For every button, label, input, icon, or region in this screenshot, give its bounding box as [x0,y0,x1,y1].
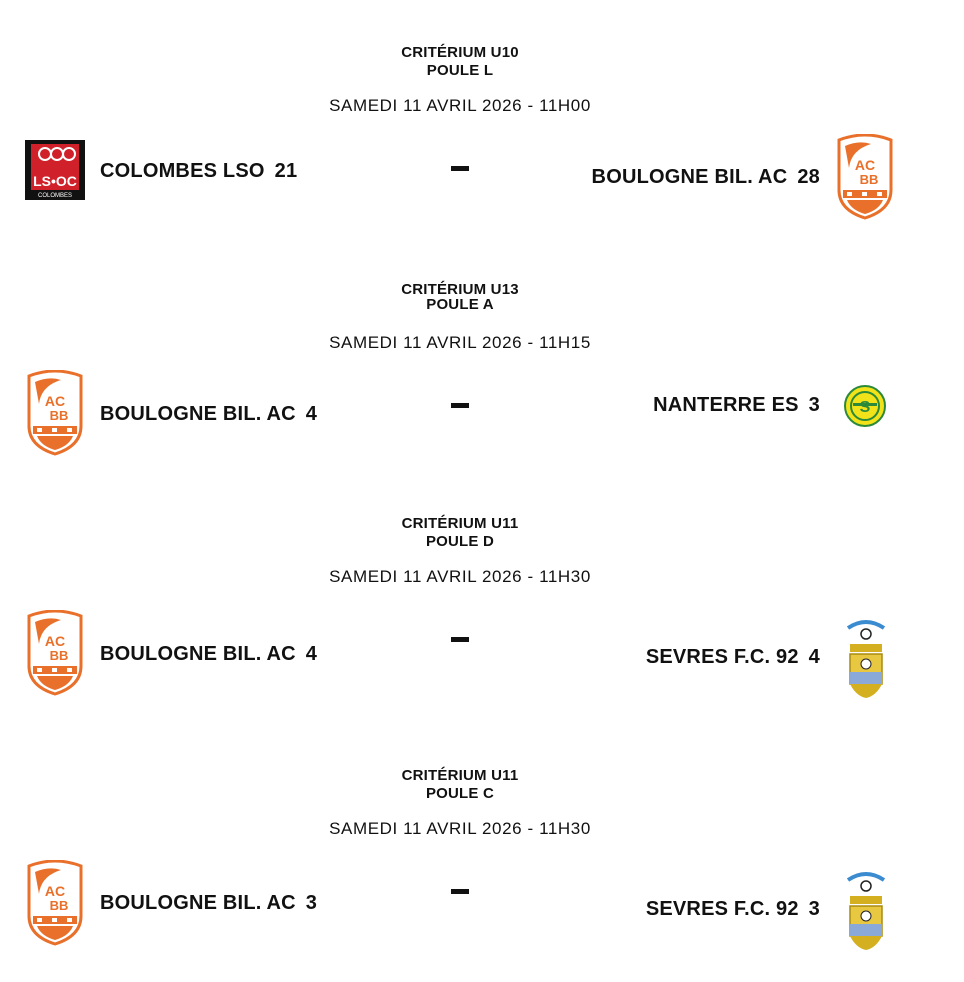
home-score: 4 [305,643,318,665]
home-team-name: COLOMBES LSO [100,160,265,182]
acbb-logo[interactable] [835,134,895,220]
match-datetime: SAMEDI 11 AVRIL 2026 - 11H00 [329,96,591,115]
match-datetime: SAMEDI 11 AVRIL 2026 - 11H30 [329,567,591,586]
home-team-name: BOULOGNE BIL. AC [100,892,296,914]
away-team[interactable] [653,394,820,417]
sevres-logo[interactable] [836,614,896,704]
home-team[interactable] [100,160,297,183]
group-name: POULE L [426,62,494,79]
away-score: 4 [808,646,820,668]
away-team-name: SEVRES F.C. 92 [645,646,799,668]
away-team[interactable] [646,646,820,669]
acbb-logo[interactable] [25,610,85,696]
away-score: 28 [797,166,820,188]
match-datetime: SAMEDI 11 AVRIL 2026 - 11H15 [329,333,591,352]
home-team-name: BOULOGNE BIL. AC [100,643,296,665]
away-team-name: NANTERRE ES [653,394,799,416]
competition-title: CRITÉRIUM U11 POULE D [0,515,920,551]
competition-title: CRITÉRIUM U13 POULE A [0,281,920,314]
acbb-logo[interactable] [25,860,85,946]
nanterre-logo[interactable] [843,384,887,428]
home-score: 3 [305,892,318,914]
away-team-name: BOULOGNE BIL. AC [591,166,788,188]
group-name: POULE C [425,785,495,802]
away-team-name: SEVRES F.C. 92 [645,898,799,920]
away-team[interactable] [646,898,820,921]
away-team[interactable] [592,166,820,189]
score-separator [451,637,469,642]
score-separator [451,403,469,408]
home-team[interactable] [100,403,317,426]
home-team[interactable] [100,643,317,666]
home-team-name: BOULOGNE BIL. AC [100,403,296,425]
competition-title: CRITÉRIUM U10 POULE L [0,44,920,80]
match-datetime: SAMEDI 11 AVRIL 2026 - 11H30 [329,819,591,838]
sevres-logo[interactable] [836,866,896,956]
colombes-logo[interactable] [25,140,85,200]
home-score: 4 [305,403,318,425]
score-separator [451,166,469,171]
score-separator [451,889,469,894]
group-name: POULE D [425,533,495,550]
home-score: 21 [274,160,298,182]
competition-title: CRITÉRIUM U11 POULE C [0,767,920,803]
away-score: 3 [808,898,820,920]
acbb-logo[interactable] [25,370,85,456]
away-score: 3 [808,394,820,416]
group-name: POULE A [426,296,494,313]
home-team[interactable] [100,892,317,915]
